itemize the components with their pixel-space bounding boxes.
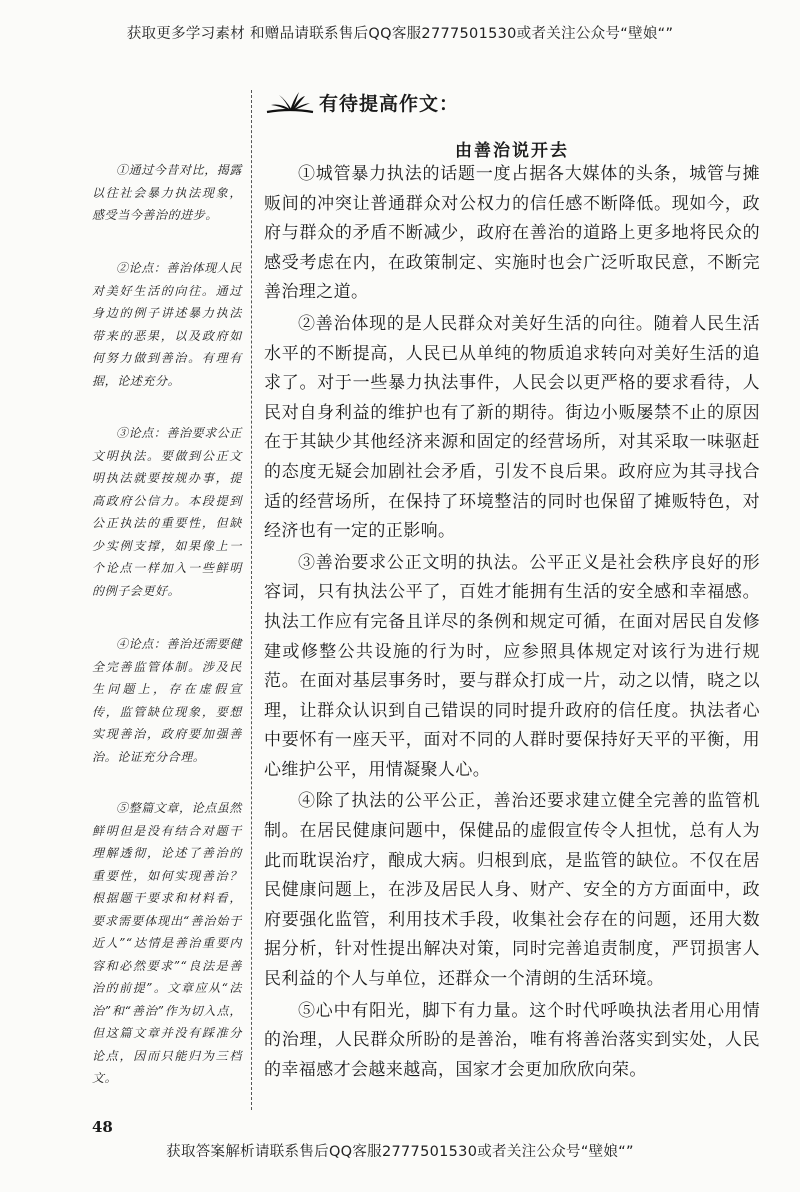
page-footer: 获取答案解析请联系售后QQ客服2777501530或者关注公众号“壁娘“” — [166, 1144, 634, 1160]
article-paragraph: ②善治体现的是人民群众对美好生活的向往。随着人民生活水平的不断提高，人民已从单纯的物质追求转向对美好生活的追求了。对于一些暴力执法事件，人民会以更严格的要求看待，人民对自身利益的维护也有了新的期待。街边小贩屡禁不止的原因在于其缺少其他经济来源和固定的经营场所，对其采取一味驱赶的态度无疑会加剧社会矛盾，引发不良后果。政府应为其寻找合适的经营场所，在保持了环境整洁的同时也保留了摊贩特色，对经济也有一定的正影响。 — [264, 313, 760, 542]
article-paragraph: ③善治要求公正文明的执法。公平正义是社会秩序良好的形容词，只有执法公平了，百姓才能拥有生活的安全感和幸福感。执法工作应有完备且详尽的条例和规定可循，在面对居民自发修建或修整公共设施的行为时，应参照具体规定对该行为进行规范。在面对基层事务时，要与群众打成一片，动之以情，晓之以理，让群众认识到自己错误的同时提升政府的信任度。执法者心中要怀有一座天平，面对不同的人群时要保持好天平的平衡，用心维护公平，用情凝聚人心。 — [264, 552, 760, 780]
sidebar-note: ②论点：善治体现人民对美好生活的向往。通过身边的例子讲述暴力执法带来的恶果，以及政府如何努力做到善治。有理有据，论述充分。 — [92, 261, 243, 388]
article-body — [264, 160, 760, 1087]
sidebar-note: ⑤整篇文章，论点虽然鲜明但是没有结合对题干理解透彻，论述了善治的重要性，如何实现善治？根据题干要求和材料看，要求需要体现出“善治始于近人”“达情是善治重要内容和必然要求”“良法是善治的前提”。文章应从“法治”和“善治”作为切入点，但这篇文章并没有踩准分论点，因而只能归为三档文。 — [92, 801, 243, 1085]
article-paragraph: ⑤心中有阳光，脚下有力量。这个时代呼唤执法者用心用情的治理，人民群众所盼的是善治，唯有将善治落实到实处，人民的幸福感才会越来越高，国家才会更加欣欣向荣。 — [264, 1000, 760, 1080]
sidebar-note: ①通过今昔对比，揭露以往社会暴力执法现象，感受当今善治的进步。 — [92, 163, 243, 222]
sidebar-note: ④论点：善治还需要健全完善监管体制。涉及民生问题上，存在虚假宣传，监管缺位现象，要想实现善治，政府要加强善治。论证充分合理。 — [92, 637, 243, 764]
column-divider — [251, 90, 252, 1110]
article-paragraph: ①城管暴力执法的话题一度占据各大媒体的头条，城管与摊贩间的冲突让普通群众对公权力的信任感不断降低。现如今，政府与群众的矛盾不断减少，政府在善治的道路上更多地将民众的感受考虑在内，在政策制定、实施时也会广泛听取民意，不断完善治理之道。 — [264, 164, 760, 303]
section-heading-text: 有待提高作文： — [319, 92, 460, 115]
plant-icon — [265, 89, 315, 115]
page-number: 48 — [92, 1118, 113, 1136]
page-header: 获取更多学习素材 和赠品请联系售后QQ客服2777501530或者关注公众号“壁娘“” — [126, 26, 674, 42]
section-heading — [265, 88, 459, 116]
article-paragraph: ④除了执法的公平公正，善治还要求建立健全完善的监管机制。在居民健康问题中，保健品的虚假宣传令人担忧，总有人为此而耽误治疗，酿成大病。归根到底，是监管的缺位。不仅在居民健康问题上，在涉及居民人身、财产、安全的方方面面中，政府要强化监管，利用技术手段，收集社会存在的问题，还用大数据分析，针对性提出解决对策，同时完善追责制度，严罚损害人民利益的个人与单位，还群众一个清朗的生活环境。 — [264, 791, 760, 990]
sidebar-note: ③论点：善治要求公正文明执法。要做到公正文明执法就要按规办事，提高政府公信力。本段提到公正执法的重要性，但缺少实例支撑，如果像上一个论点一样加入一些鲜明的例子会更好。 — [92, 426, 243, 598]
article-title: 由善治说开去 — [455, 141, 569, 161]
